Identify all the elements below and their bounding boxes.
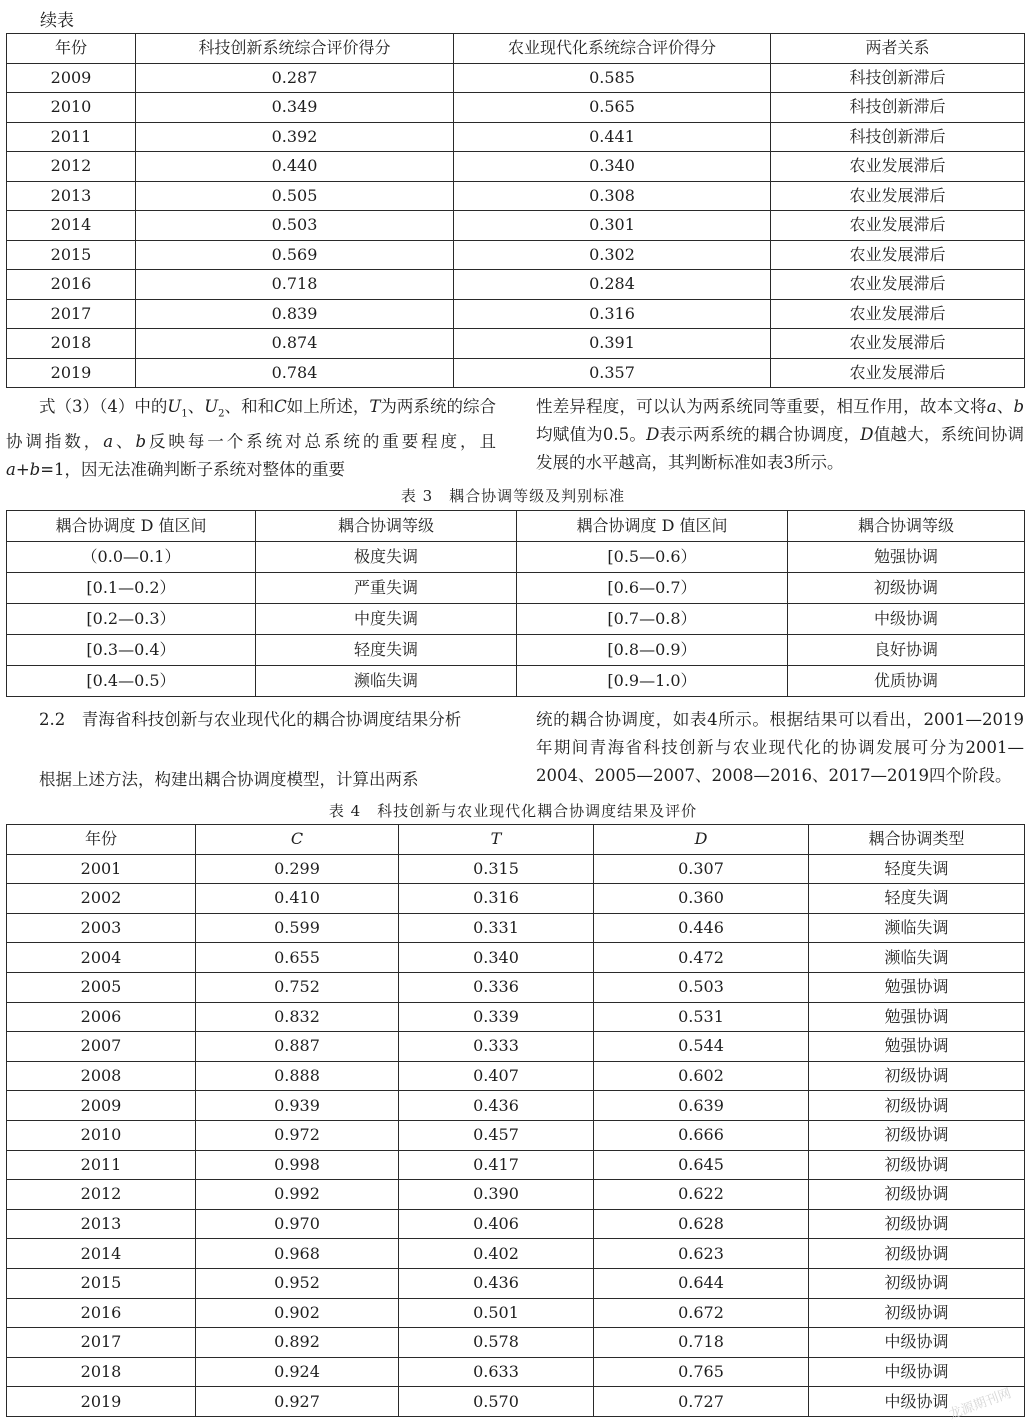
table-cell: 科技创新滞后 xyxy=(771,63,1025,93)
table-cell: 严重失调 xyxy=(256,573,517,604)
table-cell: 0.391 xyxy=(454,329,771,359)
table-cell: 0.501 xyxy=(399,1298,594,1328)
table-cell: 初级协调 xyxy=(809,1120,1025,1150)
table-cell: 初级协调 xyxy=(809,1061,1025,1091)
table-row xyxy=(7,884,1025,914)
table-row xyxy=(7,1150,1025,1180)
watermark: 龙源期刊网 xyxy=(947,1386,1014,1423)
table-row xyxy=(7,854,1025,884)
table-cell: 轻度失调 xyxy=(809,884,1025,914)
table-cell: 0.718 xyxy=(136,270,454,300)
table-cell: 0.874 xyxy=(136,329,454,359)
table-cell: 0.402 xyxy=(399,1239,594,1269)
column-header: 年份 xyxy=(7,825,196,855)
table-cell: 2001 xyxy=(7,854,196,884)
table-cell: 优质协调 xyxy=(788,666,1025,697)
table-row xyxy=(7,270,1025,300)
table-row xyxy=(7,1268,1025,1298)
table-row xyxy=(7,1387,1025,1417)
table-cell: 0.666 xyxy=(594,1120,809,1150)
table-row xyxy=(7,240,1025,270)
table-row xyxy=(7,329,1025,359)
table-cell: 0.316 xyxy=(454,299,771,329)
table-cell: 0.968 xyxy=(196,1239,399,1269)
table-row xyxy=(7,542,1025,573)
table-row xyxy=(7,93,1025,123)
table-cell: 2019 xyxy=(7,358,136,388)
table-header-row xyxy=(7,34,1025,64)
table-cell: 勉强协调 xyxy=(788,542,1025,573)
table-cell: 2002 xyxy=(7,884,196,914)
column-header: 农业现代化系统综合评价得分 xyxy=(454,34,771,64)
table-cell: 科技创新滞后 xyxy=(771,122,1025,152)
table-cell: 0.287 xyxy=(136,63,454,93)
table-cell: 2016 xyxy=(7,270,136,300)
table-cell: 勉强协调 xyxy=(809,972,1025,1002)
table-cell: 濒临失调 xyxy=(256,666,517,697)
table-cell: 初级协调 xyxy=(809,1180,1025,1210)
table-cell: 0.531 xyxy=(594,1002,809,1032)
table-cell: 0.331 xyxy=(399,913,594,943)
table-cell: 0.578 xyxy=(399,1328,594,1358)
table-row xyxy=(7,1357,1025,1387)
table-cell: 0.887 xyxy=(196,1032,399,1062)
table-cell: 0.316 xyxy=(399,884,594,914)
column-header: 耦合协调度 D 值区间 xyxy=(7,511,256,542)
table-cell: 0.340 xyxy=(399,943,594,973)
table-cell: 2017 xyxy=(7,299,136,329)
table-row xyxy=(7,1061,1025,1091)
table-cell: 农业发展滞后 xyxy=(771,211,1025,241)
table-row xyxy=(7,635,1025,666)
table-cell: 0.315 xyxy=(399,854,594,884)
table-cell: 0.336 xyxy=(399,972,594,1002)
table-row xyxy=(7,943,1025,973)
table-cell: 2016 xyxy=(7,1298,196,1328)
table-cell: [0.2—0.3） xyxy=(7,604,256,635)
table-cell: 初级协调 xyxy=(809,1091,1025,1121)
table-cell: 0.472 xyxy=(594,943,809,973)
table-cell: 2013 xyxy=(7,1209,196,1239)
table-cell: [0.5—0.6） xyxy=(517,542,788,573)
table-cell: [0.6—0.7） xyxy=(517,573,788,604)
table-cell: 0.645 xyxy=(594,1150,809,1180)
table-3-caption: 表 3 耦合协调等级及判别标准 xyxy=(400,487,626,505)
table-cell: 农业发展滞后 xyxy=(771,181,1025,211)
table-cell: 初级协调 xyxy=(809,1298,1025,1328)
table-cell: 0.503 xyxy=(594,972,809,1002)
table-cell: 良好协调 xyxy=(788,635,1025,666)
table-cell: （0.0—0.1） xyxy=(7,542,256,573)
table-cell: 0.544 xyxy=(594,1032,809,1062)
table-cell: [0.8—0.9） xyxy=(517,635,788,666)
table-cell: 2006 xyxy=(7,1002,196,1032)
table-cell: 0.888 xyxy=(196,1061,399,1091)
column-header: D xyxy=(594,825,809,855)
table-cell: 2013 xyxy=(7,181,136,211)
table-row xyxy=(7,913,1025,943)
table-cell: 濒临失调 xyxy=(809,943,1025,973)
table-cell: 初级协调 xyxy=(788,573,1025,604)
table-cell: 0.832 xyxy=(196,1002,399,1032)
table-row xyxy=(7,152,1025,182)
table-cell: 0.392 xyxy=(136,122,454,152)
section-text-right: 统的耦合协调度，如表4所示。根据结果可以看出，2001—2019年期间青海省科技创新与农业现代化的协调发展可分为2001—2004、2005—2007、2008—2016、2017—2019四个阶段。 xyxy=(536,710,1024,785)
table-cell: 0.784 xyxy=(136,358,454,388)
table-cell: 0.505 xyxy=(136,181,454,211)
table-cell: 0.569 xyxy=(136,240,454,270)
table-row xyxy=(7,122,1025,152)
table-row xyxy=(7,1002,1025,1032)
table-cell: 0.644 xyxy=(594,1268,809,1298)
table-cell: 2014 xyxy=(7,1239,196,1269)
column-header: 耦合协调度 D 值区间 xyxy=(517,511,788,542)
table-cell: 0.902 xyxy=(196,1298,399,1328)
table-row xyxy=(7,972,1025,1002)
table-row xyxy=(7,211,1025,241)
table-row xyxy=(7,63,1025,93)
table-cell: 0.639 xyxy=(594,1091,809,1121)
table-cell: 0.672 xyxy=(594,1298,809,1328)
table-cell: [0.1—0.2） xyxy=(7,573,256,604)
section-text-left: 根据上述方法，构建出耦合协调度模型，计算出两系 xyxy=(39,770,419,789)
table-cell: 中级协调 xyxy=(809,1328,1025,1358)
table-cell: 0.417 xyxy=(399,1150,594,1180)
table-cell: 0.924 xyxy=(196,1357,399,1387)
table-cell: 中级协调 xyxy=(788,604,1025,635)
table-cell: 0.972 xyxy=(196,1120,399,1150)
table-cell: 2011 xyxy=(7,1150,196,1180)
table-cell: 0.436 xyxy=(399,1268,594,1298)
table-cell: 2018 xyxy=(7,1357,196,1387)
table-cell: 0.333 xyxy=(399,1032,594,1062)
column-header: 耦合协调类型 xyxy=(809,825,1025,855)
table-cell: 0.299 xyxy=(196,854,399,884)
table-cell: 2015 xyxy=(7,240,136,270)
table-row xyxy=(7,1120,1025,1150)
table-cell: 0.992 xyxy=(196,1180,399,1210)
table-cell: [0.4—0.5） xyxy=(7,666,256,697)
table-cell: 0.360 xyxy=(594,884,809,914)
table-cell: 初级协调 xyxy=(809,1150,1025,1180)
table-cell: 农业发展滞后 xyxy=(771,299,1025,329)
table-1-continued xyxy=(6,33,1025,388)
table-cell: 农业发展滞后 xyxy=(771,358,1025,388)
table-cell: 0.585 xyxy=(454,63,771,93)
paragraph-right: 性差异程度，可以认为两系统同等重要，相互作用，故本文将a、b均赋值为0.5。D表示两系统的耦合协调度，D值越大，系统间协调发展的水平越高，其判断标准如表3所示。 xyxy=(536,397,1025,472)
table-cell: 2015 xyxy=(7,1268,196,1298)
table-cell: 0.284 xyxy=(454,270,771,300)
table-cell: 2010 xyxy=(7,93,136,123)
table-cell: 0.752 xyxy=(196,972,399,1002)
table-cell: 0.927 xyxy=(196,1387,399,1417)
table-row xyxy=(7,666,1025,697)
table-cell: 0.998 xyxy=(196,1150,399,1180)
table-cell: 0.357 xyxy=(454,358,771,388)
table-cell: 2005 xyxy=(7,972,196,1002)
table-cell: 0.307 xyxy=(594,854,809,884)
table-cell: 0.436 xyxy=(399,1091,594,1121)
table-cell: 2004 xyxy=(7,943,196,973)
table-cell: 0.407 xyxy=(399,1061,594,1091)
table-cell: 2010 xyxy=(7,1120,196,1150)
table-cell: 农业发展滞后 xyxy=(771,152,1025,182)
table-row xyxy=(7,1209,1025,1239)
table-cell: 勉强协调 xyxy=(809,1002,1025,1032)
table-row xyxy=(7,181,1025,211)
table-cell: 轻度失调 xyxy=(256,635,517,666)
table-cell: 0.599 xyxy=(196,913,399,943)
table-cell: 0.503 xyxy=(136,211,454,241)
table-cell: 0.340 xyxy=(454,152,771,182)
table-cell: 0.622 xyxy=(594,1180,809,1210)
table-row xyxy=(7,573,1025,604)
table-cell: 0.628 xyxy=(594,1209,809,1239)
table-row xyxy=(7,604,1025,635)
table-cell: 0.410 xyxy=(196,884,399,914)
table-cell: 0.349 xyxy=(136,93,454,123)
table-row xyxy=(7,1239,1025,1269)
table-cell: 0.765 xyxy=(594,1357,809,1387)
table-cell: 轻度失调 xyxy=(809,854,1025,884)
table-cell: 2012 xyxy=(7,1180,196,1210)
table-4-caption: 表 4 科技创新与农业现代化耦合协调度结果及评价 xyxy=(328,802,698,820)
paragraph-left: 式（3）（4）中的$U_1$、$U_2$、和和C如上所述，T为两系统的综合协调指数，a、b反映每一个系统对总系统的重要程度，且a+b=1，因无法准确判断子系统对整体的重要 xyxy=(6,397,497,480)
table-cell: [0.7—0.8） xyxy=(517,604,788,635)
table-cell: 中级协调 xyxy=(809,1387,1025,1417)
table-cell: 0.727 xyxy=(594,1387,809,1417)
table-cell: 初级协调 xyxy=(809,1209,1025,1239)
table-cell: 0.952 xyxy=(196,1268,399,1298)
section-heading: 2.2 青海省科技创新与农业现代化的耦合协调度结果分析 xyxy=(39,710,462,729)
table-row xyxy=(7,1328,1025,1358)
table-cell: 0.301 xyxy=(454,211,771,241)
table-row xyxy=(7,299,1025,329)
column-header: 耦合协调等级 xyxy=(256,511,517,542)
table-cell: 2009 xyxy=(7,1091,196,1121)
column-header: 科技创新系统综合评价得分 xyxy=(136,34,454,64)
table-cell: 初级协调 xyxy=(809,1239,1025,1269)
table-cell: 0.570 xyxy=(399,1387,594,1417)
table-cell: 极度失调 xyxy=(256,542,517,573)
table-row xyxy=(7,1298,1025,1328)
table-cell: 0.939 xyxy=(196,1091,399,1121)
table-cell: 0.390 xyxy=(399,1180,594,1210)
table-3 xyxy=(6,510,1025,697)
table-cell: 0.446 xyxy=(594,913,809,943)
table-row xyxy=(7,1032,1025,1062)
table-cell: 0.892 xyxy=(196,1328,399,1358)
table-cell: 2008 xyxy=(7,1061,196,1091)
table-cell: 2003 xyxy=(7,913,196,943)
table-cell: 2018 xyxy=(7,329,136,359)
table-cell: 0.406 xyxy=(399,1209,594,1239)
table-cell: 2011 xyxy=(7,122,136,152)
table-cell: 0.623 xyxy=(594,1239,809,1269)
table-cell: 0.308 xyxy=(454,181,771,211)
table-cell: 农业发展滞后 xyxy=(771,240,1025,270)
table-cell: 0.633 xyxy=(399,1357,594,1387)
table-cell: [0.3—0.4） xyxy=(7,635,256,666)
continued-label: 续表 xyxy=(40,11,74,31)
table-header-row xyxy=(7,511,1025,542)
table-cell: 0.565 xyxy=(454,93,771,123)
table-cell: 初级协调 xyxy=(809,1268,1025,1298)
table-cell: 0.440 xyxy=(136,152,454,182)
table-cell: 农业发展滞后 xyxy=(771,270,1025,300)
table-4 xyxy=(6,824,1025,1417)
table-row xyxy=(7,1091,1025,1121)
table-cell: 2017 xyxy=(7,1328,196,1358)
table-header-row xyxy=(7,825,1025,855)
table-cell: 2019 xyxy=(7,1387,196,1417)
table-cell: 中度失调 xyxy=(256,604,517,635)
table-cell: 2009 xyxy=(7,63,136,93)
table-row xyxy=(7,1180,1025,1210)
table-cell: 科技创新滞后 xyxy=(771,93,1025,123)
table-cell: 农业发展滞后 xyxy=(771,329,1025,359)
table-cell: 0.718 xyxy=(594,1328,809,1358)
table-cell: 0.339 xyxy=(399,1002,594,1032)
table-row xyxy=(7,358,1025,388)
table-cell: 0.839 xyxy=(136,299,454,329)
table-cell: 中级协调 xyxy=(809,1357,1025,1387)
table-cell: 2014 xyxy=(7,211,136,241)
table-cell: 0.457 xyxy=(399,1120,594,1150)
column-header: 年份 xyxy=(7,34,136,64)
table-cell: 0.302 xyxy=(454,240,771,270)
table-cell: 濒临失调 xyxy=(809,913,1025,943)
table-cell: 0.655 xyxy=(196,943,399,973)
column-header: T xyxy=(399,825,594,855)
table-cell: 0.602 xyxy=(594,1061,809,1091)
column-header: 耦合协调等级 xyxy=(788,511,1025,542)
column-header: C xyxy=(196,825,399,855)
column-header: 两者关系 xyxy=(771,34,1025,64)
table-cell: 勉强协调 xyxy=(809,1032,1025,1062)
table-cell: 2007 xyxy=(7,1032,196,1062)
table-cell: 0.441 xyxy=(454,122,771,152)
table-cell: 0.970 xyxy=(196,1209,399,1239)
table-cell: 2012 xyxy=(7,152,136,182)
table-cell: [0.9—1.0） xyxy=(517,666,788,697)
